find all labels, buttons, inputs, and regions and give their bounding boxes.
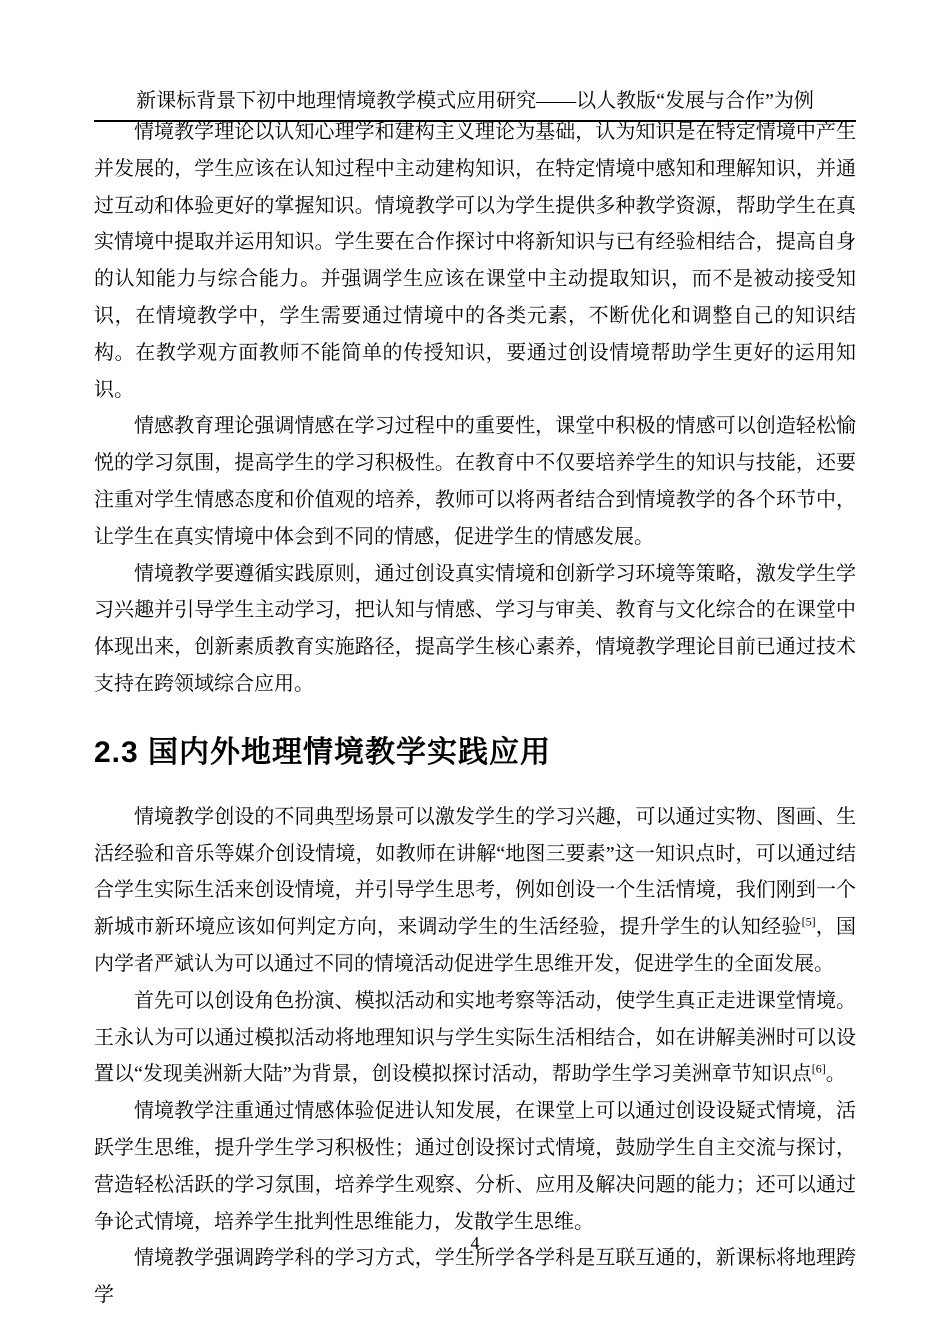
paragraph-practice-principles: 情境教学要遵循实践原则，通过创设真实情境和创新学习环境等策略，激发学生学习兴趣并引导学生主动学习，把认知与情感、学习与审美、教育与文化综合的在课堂中体现出来，创新素质教育实施路径，提高学生核心素养，情境教学理论目前已通过技术支持在跨领域综合应用。 xyxy=(94,562,856,695)
paragraph-emotional-experience: 情境教学注重通过情感体验促进认知发展，在课堂上可以通过创设设疑式情境，活跃学生思维，提升学生学习积极性；通过创设探讨式情境，鼓励学生自主交流与探讨，营造轻松活跃的学习氛围，培养学生观察、分析、应用及解决问题的能力；还可以通过争论式情境，培养学生批判性思维能力，发散学生思维。 xyxy=(94,1100,856,1233)
citation-ref-5: [5] xyxy=(801,914,816,929)
paragraph-text: 情境教学创设的不同典型场景可以激发学生的学习兴趣，可以通过实物、图画、生活经验和音乐等媒介创设情境，如教师在讲解“地图三要素”这一知识点时，可以通过结合学生实际生活来创设情境，并引导学生思考，例如创设一个生活情境，我们刚到一个新城市新环境应该如何判定方向，来调动学生的生活经验，提升学生的认知经验 xyxy=(94,805,856,939)
paragraph-interdisciplinary: 情境教学强调跨学科的学习方式，学生所学各学科是互联互通的，新课标将地理跨学 xyxy=(94,1247,856,1307)
paragraph-situational-theory: 情境教学理论以认知心理学和建构主义理论为基础，认为知识是在特定情境中产生并发展的，学生应该在认知过程中主动建构知识，在特定情境中感知和理解知识，并通过互动和体验更好的掌握知识。情境教学可以为学生提供多种教学资源，帮助学生在真实情境中提取并运用知识。学生要在合作探讨中将新知识与已有经验相结合，提高自身的认知能力与综合能力。并强调学生应该在课堂中主动提取知识，而不是被动接受知识，在情境教学中，学生需要通过情境中的各类元素，不断优化和调整自己的知识结构。在教学观方面教师不能简单的传授知识，要通过创设情境帮助学生更好的运用知识。 xyxy=(94,121,856,401)
citation-ref-6: [6] xyxy=(811,1061,826,1076)
page-footer xyxy=(0,1231,950,1255)
running-header-title: 新课标背景下初中地理情境教学模式应用研究——以人教版“发展与合作”为例 xyxy=(136,90,814,112)
paragraph-text: 。 xyxy=(825,1063,846,1086)
paragraph-text: 首先可以创设角色扮演、模拟活动和实地考察等活动，使学生真正走进课堂情境。王永认为可以通过模拟活动将地理知识与学生实际生活相结合，如在讲解美洲时可以设置以“发现美洲新大陆”为背景，创设模拟探讨活动，帮助学生学习美洲章节知识点 xyxy=(94,989,856,1086)
page-number: 4 xyxy=(470,1233,480,1253)
paragraph-scene-creation xyxy=(94,799,856,983)
paragraph-roleplay-simulation xyxy=(94,983,856,1093)
paragraph-text: ，国内学者严斌认为可以通过不同的情境活动促进学生思维开发，促进学生的全面发展。 xyxy=(94,916,857,975)
document-body xyxy=(94,114,856,1314)
paragraph-emotion-education: 情感教育理论强调情感在学习过程中的重要性，课堂中积极的情感可以创造轻松愉悦的学习氛围，提高学生的学习积极性。在教育中不仅要培养学生的知识与技能，还要注重对学生情感态度和价值观的培养，教师可以将两者结合到情境教学的各个环节中，让学生在真实情境中体会到不同的情感，促进学生的情感发展。 xyxy=(94,415,856,548)
section-heading-2-3: 2.3 国内外地理情境教学实践应用 xyxy=(94,735,552,769)
